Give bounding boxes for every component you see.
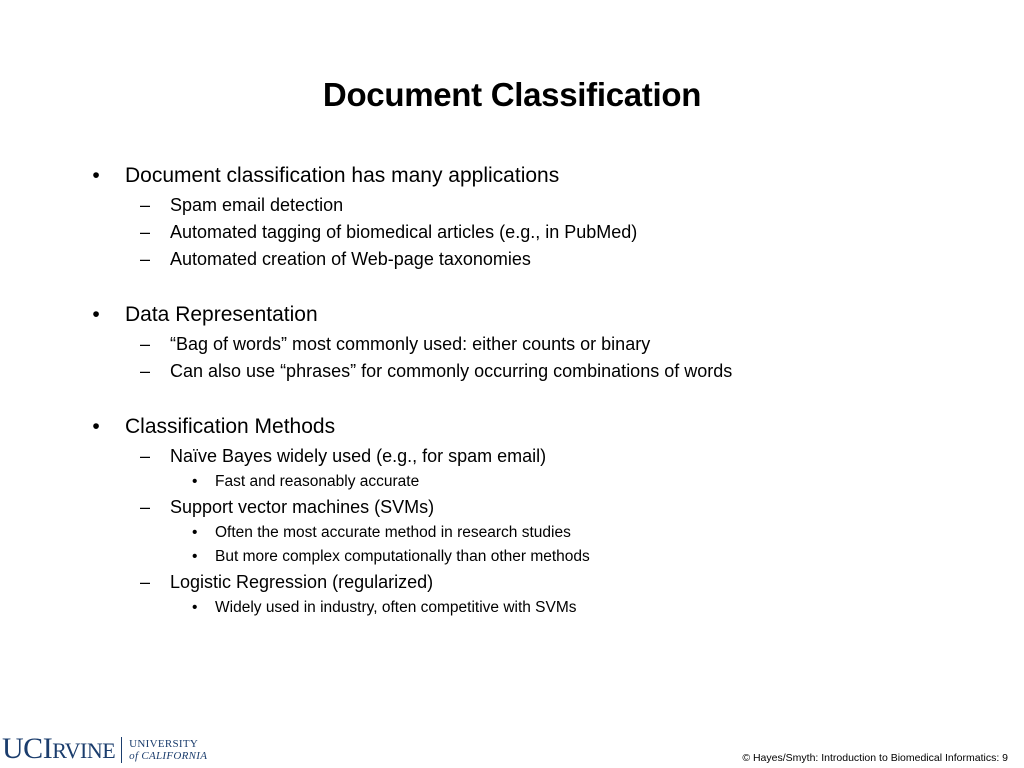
dash-icon: – [140, 222, 151, 242]
bullet-text: Data Representation [125, 303, 318, 326]
sub-bullet-text: Support vector machines (SVMs) [170, 497, 435, 517]
bullet-text: Classification Methods [125, 415, 336, 438]
sub-bullet-text: Automated creation of Web-page taxonomies [170, 249, 531, 269]
dash-icon: – [140, 572, 151, 592]
dash-icon: – [140, 446, 151, 466]
dash-icon: – [140, 497, 151, 517]
bullet-item [86, 411, 986, 443]
sub-bullet-item [86, 358, 986, 385]
logo-university-text [129, 738, 207, 762]
sub-sub-bullet-text: Fast and reasonably accurate [215, 473, 420, 490]
footer-copyright: © Hayes/Smyth: Introduction to Biomedical Informatics: 9 [742, 752, 1008, 764]
sub-bullet-item [86, 569, 986, 596]
section-classification-methods [86, 411, 986, 620]
dash-icon: – [140, 195, 151, 215]
logo-irvine-initial: I [42, 732, 53, 765]
logo-uc: UC [2, 732, 43, 765]
slide-body [86, 160, 986, 646]
logo-divider [121, 737, 122, 763]
bullet-icon: • [92, 303, 100, 326]
sub-bullet-text: “Bag of words” most commonly used: either counts or binary [170, 334, 651, 354]
sub-sub-bullet-item [86, 545, 986, 569]
sub-bullet-text: Automated tagging of biomedical articles (e.g., in PubMed) [170, 222, 638, 242]
sub-bullet-text: Logistic Regression (regularized) [170, 572, 434, 592]
bullet-icon: • [92, 415, 100, 438]
logo-university-line2: of CALIFORNIA [129, 750, 208, 762]
logo-irvine-rest: RVINE [52, 738, 116, 763]
sub-bullet-text: Naïve Bayes widely used (e.g., for spam email) [170, 446, 547, 466]
sub-bullet-text: Spam email detection [170, 195, 344, 215]
bullet-item [86, 160, 986, 192]
dash-icon: – [140, 361, 151, 381]
sub-bullet-item [86, 246, 986, 273]
sub-sub-bullet-text: Often the most accurate method in research studies [215, 524, 571, 541]
sub-sub-bullet-item [86, 596, 986, 620]
bullet-icon: • [192, 473, 198, 490]
sub-bullet-item [86, 443, 986, 470]
sub-sub-bullet-text: But more complex computationally than other methods [215, 548, 590, 565]
section-applications [86, 160, 986, 273]
sub-bullet-item [86, 219, 986, 246]
bullet-icon: • [192, 524, 198, 541]
sub-bullet-text: Can also use “phrases” for commonly occurring combinations of words [170, 361, 733, 381]
dash-icon: – [140, 249, 151, 269]
logo-university-line1: UNIVERSITY [129, 738, 199, 750]
section-data-representation [86, 299, 986, 385]
bullet-icon: • [92, 164, 100, 187]
bullet-item [86, 299, 986, 331]
bullet-icon: • [192, 599, 198, 616]
uc-irvine-wordmark [2, 734, 115, 766]
sub-sub-bullet-item [86, 521, 986, 545]
bullet-text: Document classification has many applications [125, 164, 560, 187]
dash-icon: – [140, 334, 151, 354]
bullet-icon: • [192, 548, 198, 565]
sub-sub-bullet-text: Widely used in industry, often competitive with SVMs [215, 599, 577, 616]
uc-irvine-logo [2, 734, 207, 766]
slide-title: Document Classification [322, 76, 702, 113]
sub-bullet-item [86, 331, 986, 358]
sub-bullet-item [86, 192, 986, 219]
sub-sub-bullet-item [86, 470, 986, 494]
sub-bullet-item [86, 494, 986, 521]
